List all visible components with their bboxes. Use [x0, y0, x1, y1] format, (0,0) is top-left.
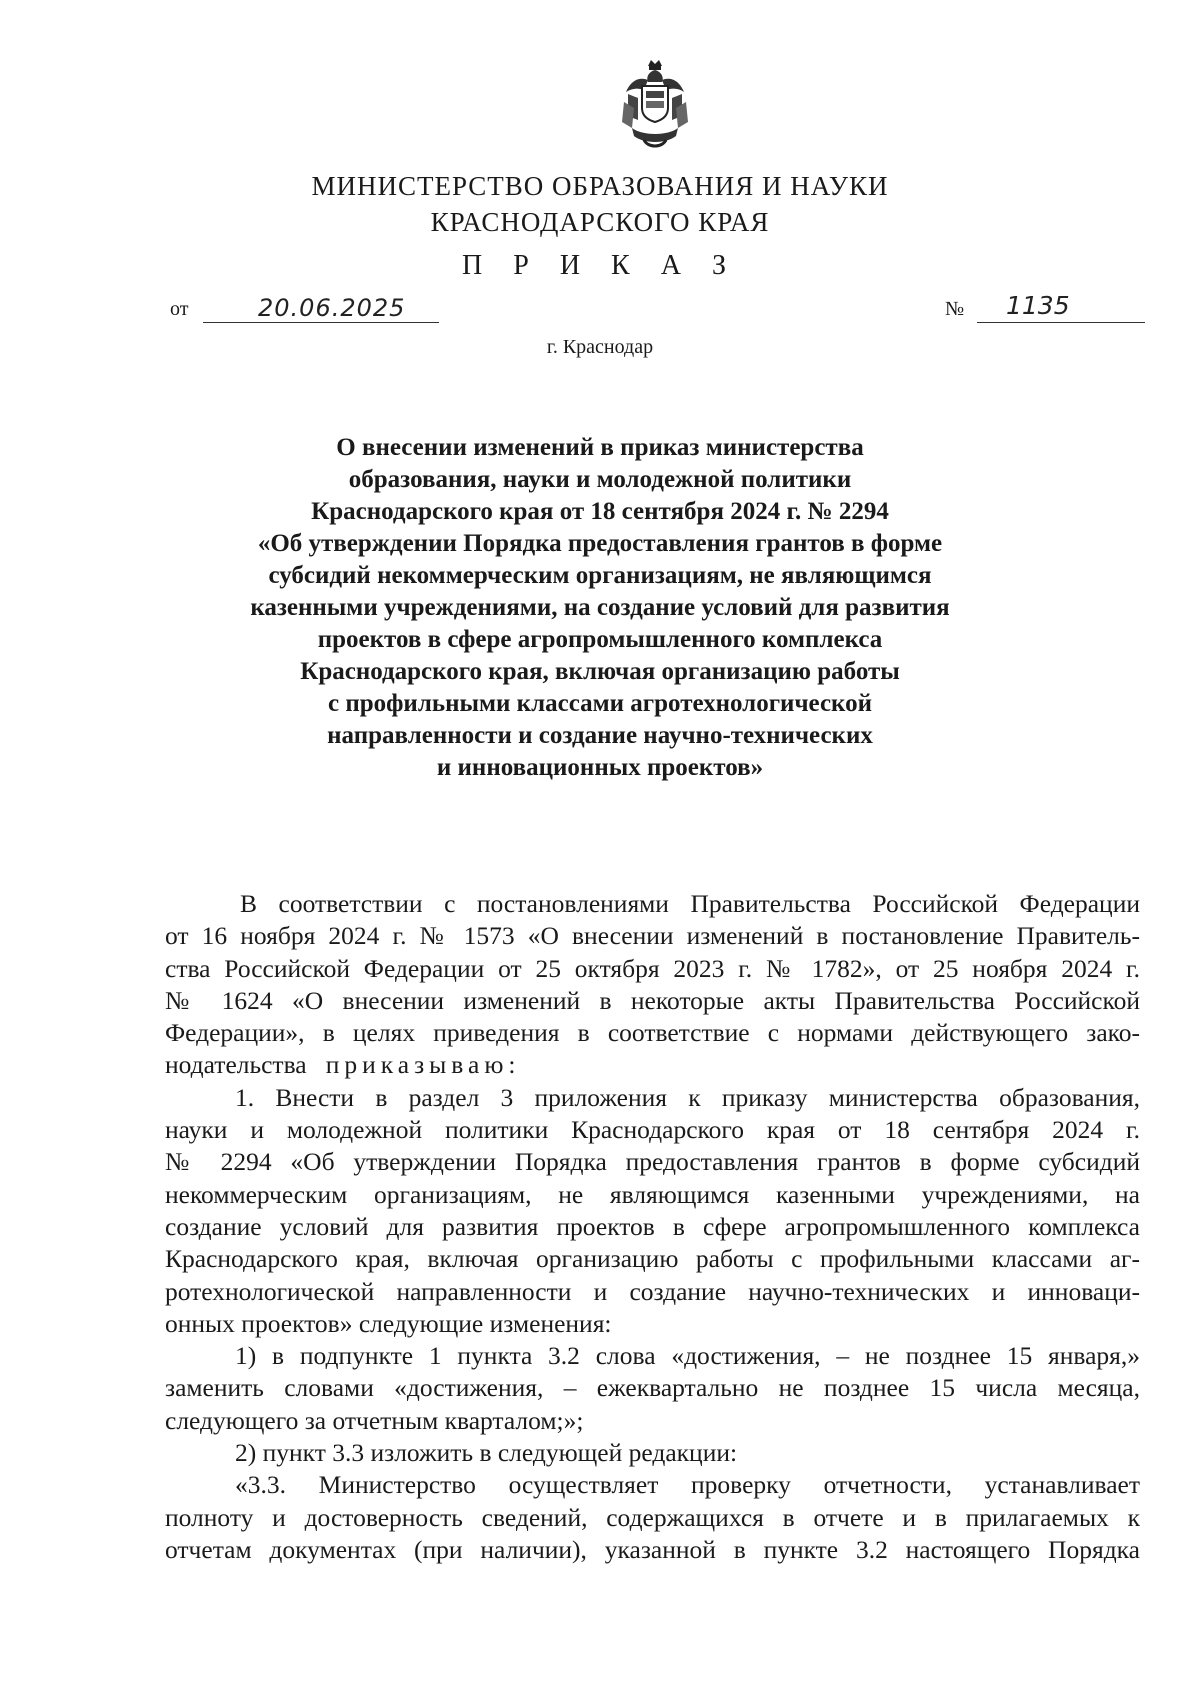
subject-line: с профильными классами агротехнологической — [327, 690, 873, 717]
body-line: № 1624 «О внесении изменений в некоторые акты Правительства Российской — [165, 985, 1140, 1015]
body-line: «3.3. Министерство осуществляет проверку отчетности, устанавливает — [235, 1470, 1140, 1500]
body-line: № 2294 «Об утверждении Порядка предоставления грантов в форме субсидий — [165, 1147, 1140, 1177]
subject-line: проектов в сфере агропромышленного комплекса — [317, 626, 883, 653]
order-subject — [150, 432, 1050, 784]
date-value: 20.06.2025 — [258, 294, 406, 322]
body-line: полноту и достоверность сведений, содержащихся в отчете и в прилагаемых к — [165, 1502, 1140, 1532]
ministry-name — [0, 168, 1200, 240]
subject-line: казенными учреждениями, на создание условий для развития — [250, 594, 950, 621]
subject-line: образования, науки и молодежной политики — [348, 466, 852, 493]
coat-of-arms-icon — [618, 58, 692, 150]
date-label: от — [170, 298, 189, 320]
ministry-line-1: МИНИСТЕРСТВО ОБРАЗОВАНИЯ И НАУКИ — [311, 171, 889, 201]
subject-line: Краснодарского края, включая организацию работы — [300, 658, 900, 685]
order-verb: приказываю: — [325, 1050, 521, 1080]
subject-line: направленности и создание научно-технических — [327, 722, 873, 749]
order-title: П Р И К А З — [462, 250, 738, 281]
body-line: онных проектов» следующие изменения: — [165, 1308, 612, 1338]
subject-line: О внесении изменений в приказ министерства — [336, 434, 864, 461]
city: г. Краснодар — [546, 336, 654, 358]
body-line: заменить словами «достижения, – ежеквартально не позднее 15 числа месяца, — [165, 1373, 1140, 1403]
body-line: следующего за отчетным кварталом;»; — [165, 1405, 584, 1435]
body-line — [165, 1049, 1140, 1081]
number-underline — [977, 322, 1145, 323]
number-value: 1135 — [1006, 291, 1070, 320]
body-line: 2) пункт 3.3 изложить в следующей редакции: — [235, 1438, 738, 1468]
ministry-line-2: КРАСНОДАРСКОГО КРАЯ — [430, 207, 770, 237]
order-body — [165, 888, 1140, 1566]
body-line: 1. Внести в раздел 3 приложения к приказу министерства образования, — [235, 1082, 1140, 1112]
body-line: науки и молодежной политики Краснодарского края от 18 сентября 2024 г. — [165, 1115, 1140, 1145]
body-line-part: нодательства — [165, 1050, 307, 1080]
body-line: отчетам документах (при наличии), указанной в пункте 3.2 настоящего Порядка — [165, 1534, 1140, 1564]
body-line: 1) в подпункте 1 пункта 3.2 слова «достижения, – не позднее 15 января,» — [235, 1341, 1140, 1371]
body-line: создание условий для развития проектов в сфере агропромышленного комплекса — [165, 1211, 1140, 1241]
body-line: ства Российской Федерации от 25 октября 2023 г. № 1782», от 25 ноября 2024 г. — [165, 953, 1140, 983]
body-line: некоммерческим организациям, не являющимся казенными учреждениями, на — [165, 1179, 1140, 1209]
number-label: № — [945, 298, 965, 320]
body-line: Федерации», в целях приведения в соответствие с нормами действующего зако- — [165, 1018, 1140, 1048]
body-line: от 16 ноября 2024 г. № 1573 «О внесении изменений в постановление Правитель- — [165, 921, 1140, 951]
subject-line: и инновационных проектов» — [436, 754, 764, 781]
body-line: Краснодарского края, включая организацию работы с профильными классами аг- — [165, 1244, 1140, 1274]
date-underline — [203, 322, 439, 323]
subject-line: субсидий некоммерческим организациям, не являющимся — [268, 562, 932, 589]
body-line: ротехнологической направленности и создание научно-технических и инноваци- — [165, 1276, 1140, 1306]
subject-line: Краснодарского края от 18 сентября 2024 г. № 2294 — [311, 498, 889, 525]
body-line: В соответствии с постановлениями Правительства Российской Федерации — [240, 889, 1140, 918]
subject-line: «Об утверждении Порядка предоставления грантов в форме — [257, 530, 943, 557]
